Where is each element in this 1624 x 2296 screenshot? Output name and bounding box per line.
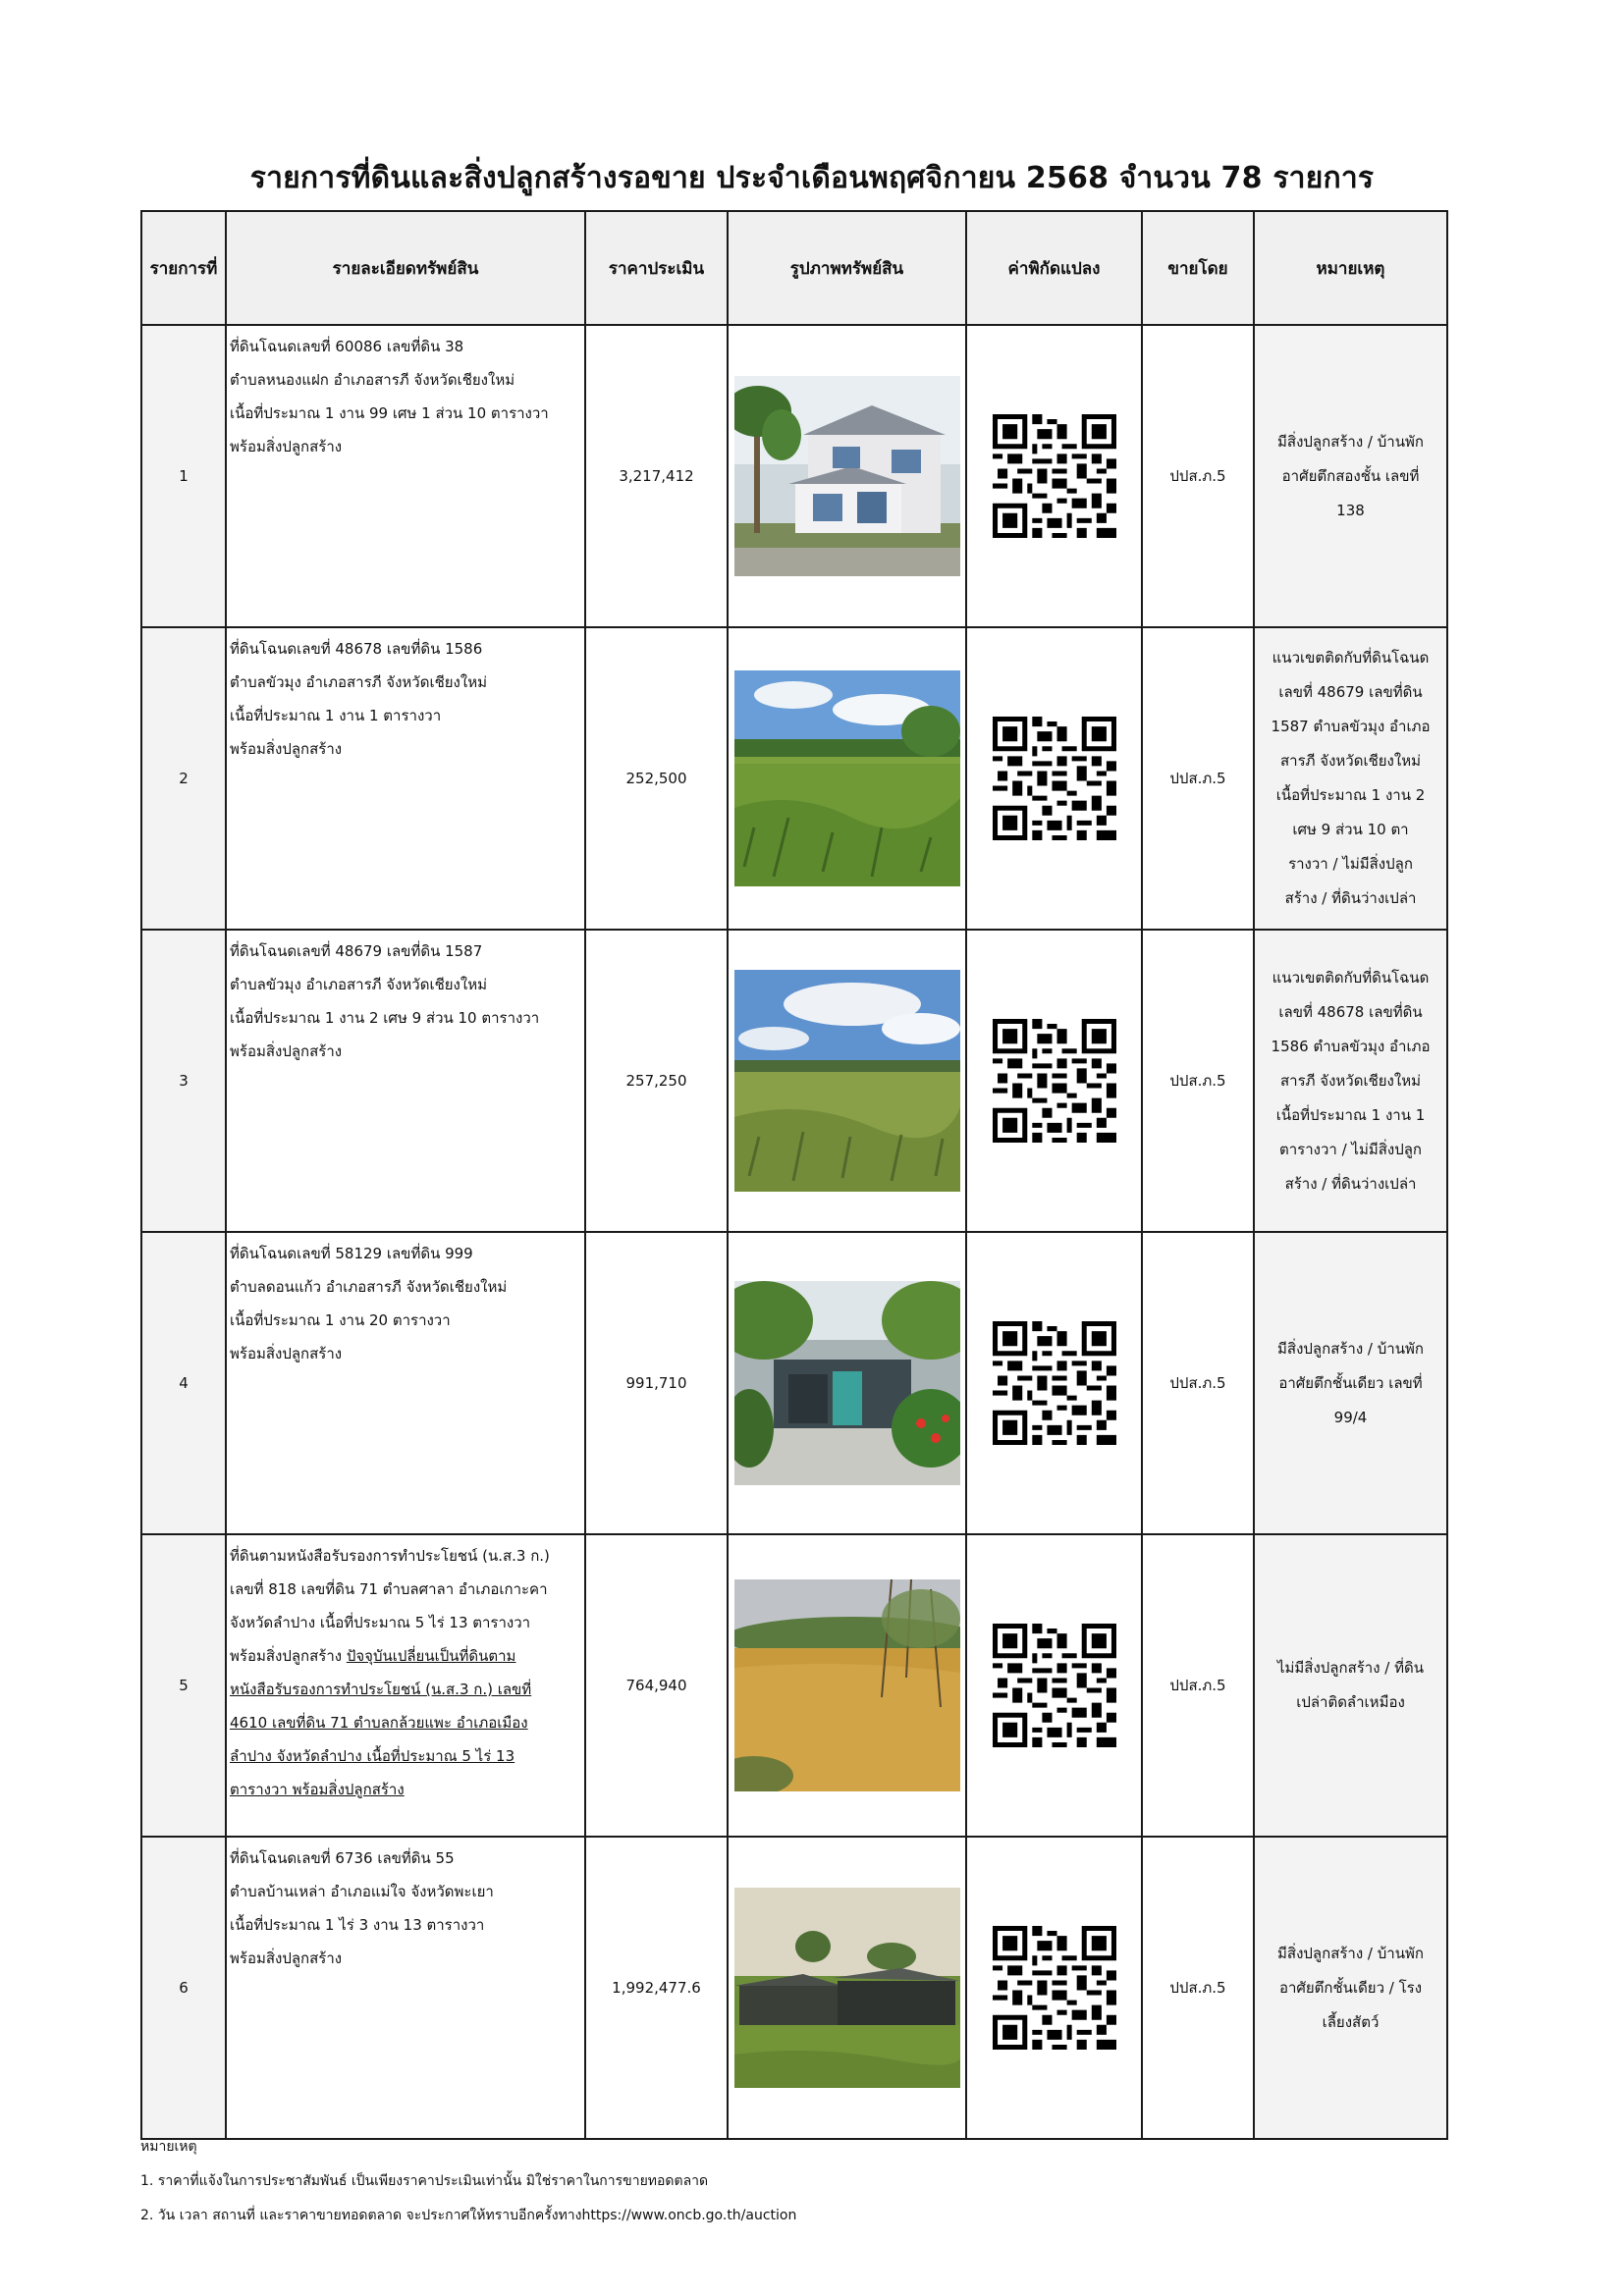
- table-row: [141, 1534, 1447, 1837]
- detail-underlined-line: ตารางวา พร้อมสิ่งปลูกสร้าง: [230, 1781, 405, 1798]
- property-table: [140, 210, 1448, 2140]
- table-row: [141, 325, 1447, 627]
- detail-line: [230, 1639, 582, 1673]
- detail-line: เลขที่ 818 เลขที่ดิน 71 ตำบลศาลา อำเภอเกาะคา: [230, 1580, 548, 1598]
- qr-code-icon[interactable]: [993, 717, 1116, 840]
- detail-plain-text: พร้อมสิ่งปลูกสร้าง: [230, 1647, 347, 1665]
- note-line: สร้าง / ที่ดินว่างเปล่า: [1284, 889, 1417, 907]
- row-price: 991,710: [585, 1232, 728, 1534]
- row-note: [1254, 325, 1447, 627]
- note-line: อาศัยตึกชั้นเดียว / โรง: [1278, 1978, 1423, 1997]
- row-qr[interactable]: [966, 627, 1142, 930]
- note-line: อาศัยตึกชั้นเดียว เลขที่: [1278, 1373, 1423, 1392]
- note-line: สารภี จังหวัดเชียงใหม่: [1280, 752, 1421, 770]
- row-note: [1254, 1534, 1447, 1837]
- note-line: 1587 ตำบลขัวมุง อำเภอ: [1271, 718, 1431, 735]
- row-seller: ปปส.ภ.5: [1142, 930, 1254, 1232]
- note-line: เลขที่ 48678 เลขที่ดิน: [1278, 1002, 1423, 1021]
- row-photo: [728, 930, 966, 1232]
- row-qr[interactable]: [966, 1534, 1142, 1837]
- col-header-photo: รูปภาพทรัพย์สิน: [728, 211, 966, 325]
- col-header-note: หมายเหตุ: [1254, 211, 1447, 325]
- qr-code-icon[interactable]: [993, 1624, 1116, 1747]
- row-detail: [226, 325, 585, 627]
- note-line: ตารางวา / ไม่มีสิ่งปลูก: [1279, 1140, 1422, 1158]
- note-line: เนื้อที่ประมาณ 1 งาน 2: [1275, 786, 1426, 804]
- footnote-item: 1. ราคาที่แจ้งในการประชาสัมพันธ์ เป็นเพียงราคาประเมินเท่านั้น มิใช่ราคาในการขายทอดตลาด: [140, 2173, 709, 2189]
- note-line: มีสิ่งปลูกสร้าง / บ้านพัก: [1277, 432, 1424, 451]
- row-note: [1254, 627, 1447, 930]
- row-note: [1254, 1837, 1447, 2139]
- note-line: มีสิ่งปลูกสร้าง / บ้านพัก: [1277, 1339, 1424, 1358]
- farm-photo: [734, 1888, 960, 2088]
- detail-line: เนื้อที่ประมาณ 1 งาน 20 ตารางวา: [230, 1311, 451, 1329]
- detail-line: พร้อมสิ่งปลูกสร้าง: [230, 1949, 343, 1967]
- col-header-detail: รายละเอียดทรัพย์สิน: [226, 211, 585, 325]
- page-title: รายการที่ดินและสิ่งปลูกสร้างรอขาย ประจำเดือนพฤศจิกายน 2568 จำนวน 78 รายการ: [249, 161, 1375, 195]
- row-number: 6: [141, 1837, 226, 2139]
- detail-line: พร้อมสิ่งปลูกสร้าง: [230, 1345, 343, 1362]
- row-seller: ปปส.ภ.5: [1142, 1534, 1254, 1837]
- note-line: สร้าง / ที่ดินว่างเปล่า: [1284, 1174, 1417, 1193]
- row-detail: [226, 1837, 585, 2139]
- detail-line: พร้อมสิ่งปลูกสร้าง: [230, 1042, 343, 1060]
- pond-photo: [734, 1579, 960, 1791]
- row-price: 1,992,477.6: [585, 1837, 728, 2139]
- note-line: เศษ 9 ส่วน 10 ตา: [1292, 821, 1409, 838]
- qr-code-icon[interactable]: [993, 414, 1116, 538]
- detail-line: พร้อมสิ่งปลูกสร้าง: [230, 740, 343, 758]
- footnote-item: 2. วัน เวลา สถานที่ และราคาขายทอดตลาด จะประกาศให้ทราบอีกครั้งทางhttps://www.oncb.go.th/auction: [140, 2208, 797, 2223]
- row-qr[interactable]: [966, 325, 1142, 627]
- row-note: [1254, 1232, 1447, 1534]
- detail-underlined-text: ปัจจุบันเปลี่ยนเป็นที่ดินตาม: [346, 1647, 516, 1665]
- row-detail: [226, 627, 585, 930]
- row-photo: [728, 1534, 966, 1837]
- qr-code-icon[interactable]: [993, 1019, 1116, 1143]
- detail-line: ตำบลดอนแก้ว อำเภอสารภี จังหวัดเชียงใหม่: [230, 1278, 508, 1296]
- row-number: 1: [141, 325, 226, 627]
- detail-line: ตำบลหนองแฝก อำเภอสารภี จังหวัดเชียงใหม่: [230, 371, 515, 389]
- land-photo: [734, 970, 960, 1192]
- row-seller: ปปส.ภ.5: [1142, 1837, 1254, 2139]
- table-row: [141, 627, 1447, 930]
- row-number: 4: [141, 1232, 226, 1534]
- detail-line: ที่ดินโฉนดเลขที่ 6736 เลขที่ดิน 55: [230, 1849, 455, 1867]
- detail-line: เนื้อที่ประมาณ 1 งาน 1 ตารางวา: [230, 707, 442, 724]
- table-row: [141, 1837, 1447, 2139]
- row-qr[interactable]: [966, 1232, 1142, 1534]
- detail-underlined-line: หนังสือรับรองการทำประโยชน์ (น.ส.3 ก.) เลขที่: [230, 1681, 532, 1698]
- row-qr[interactable]: [966, 1837, 1142, 2139]
- row-seller: ปปส.ภ.5: [1142, 325, 1254, 627]
- note-line: 99/4: [1333, 1408, 1368, 1426]
- detail-line: ตำบลขัวมุง อำเภอสารภี จังหวัดเชียงใหม่: [230, 673, 487, 691]
- note-line: อาศัยตึกสองชั้น เลขที่: [1281, 466, 1420, 485]
- note-line: เลี้ยงสัตว์: [1322, 2012, 1380, 2031]
- row-photo: [728, 1232, 966, 1534]
- detail-line: ที่ดินโฉนดเลขที่ 58129 เลขที่ดิน 999: [230, 1245, 473, 1262]
- land-photo: [734, 670, 960, 886]
- table-row: [141, 930, 1447, 1232]
- note-line: สารภี จังหวัดเชียงใหม่: [1280, 1071, 1421, 1090]
- detail-line: ตำบลขัวมุง อำเภอสารภี จังหวัดเชียงใหม่: [230, 976, 487, 993]
- row-qr[interactable]: [966, 930, 1142, 1232]
- qr-code-icon[interactable]: [993, 1926, 1116, 2050]
- row-seller: ปปส.ภ.5: [1142, 627, 1254, 930]
- row-photo: [728, 1837, 966, 2139]
- row-seller: ปปส.ภ.5: [1142, 1232, 1254, 1534]
- row-photo: [728, 325, 966, 627]
- detail-underlined-line: ลำปาง จังหวัดลำปาง เนื้อที่ประมาณ 5 ไร่ 13: [230, 1747, 515, 1765]
- col-header-seller: ขายโดย: [1142, 211, 1254, 325]
- detail-line: ตำบลบ้านเหล่า อำเภอแม่ใจ จังหวัดพะเยา: [230, 1883, 494, 1900]
- footnote-heading: หมายเหตุ: [140, 2139, 197, 2155]
- row-price: 764,940: [585, 1534, 728, 1837]
- table-row: [141, 1232, 1447, 1534]
- note-line: รางวา / ไม่มีสิ่งปลูก: [1288, 855, 1413, 873]
- detail-line: ที่ดินตามหนังสือรับรองการทำประโยชน์ (น.ส.3 ก.): [230, 1547, 550, 1565]
- detail-line: เนื้อที่ประมาณ 1 งาน 99 เศษ 1 ส่วน 10 ตารางวา: [230, 404, 549, 422]
- detail-line: เนื้อที่ประมาณ 1 งาน 2 เศษ 9 ส่วน 10 ตารางวา: [230, 1009, 540, 1027]
- detail-line: พร้อมสิ่งปลูกสร้าง: [230, 438, 343, 455]
- detail-line: ที่ดินโฉนดเลขที่ 48678 เลขที่ดิน 1586: [230, 640, 483, 658]
- note-line: มีสิ่งปลูกสร้าง / บ้านพัก: [1277, 1944, 1424, 1962]
- row-note: [1254, 930, 1447, 1232]
- footnotes: [140, 2130, 796, 2233]
- note-line: 138: [1336, 501, 1365, 519]
- note-line: เนื้อที่ประมาณ 1 งาน 1: [1275, 1105, 1426, 1124]
- row-number: 3: [141, 930, 226, 1232]
- note-line: แนวเขตติดกับที่ดินโฉนด: [1272, 649, 1430, 667]
- note-line: เลขที่ 48679 เลขที่ดิน: [1278, 683, 1423, 701]
- row-detail: [226, 930, 585, 1232]
- col-header-price: ราคาประเมิน: [585, 211, 728, 325]
- house-photo: [734, 376, 960, 576]
- qr-code-icon[interactable]: [993, 1321, 1116, 1445]
- note-line: เปล่าติดลำเหมือง: [1296, 1693, 1405, 1711]
- col-header-coordinates: ค่าพิกัดแปลง: [966, 211, 1142, 325]
- col-header-number: รายการที่: [141, 211, 226, 325]
- header-row: [141, 211, 1447, 325]
- row-number: 5: [141, 1534, 226, 1837]
- note-line: แนวเขตติดกับที่ดินโฉนด: [1272, 968, 1430, 987]
- detail-line: จังหวัดลำปาง เนื้อที่ประมาณ 5 ไร่ 13 ตารางวา: [230, 1614, 531, 1631]
- row-price: 252,500: [585, 627, 728, 930]
- detail-line: ที่ดินโฉนดเลขที่ 60086 เลขที่ดิน 38: [230, 338, 464, 355]
- note-line: 1586 ตำบลขัวมุง อำเภอ: [1271, 1037, 1431, 1055]
- row-detail: [226, 1534, 585, 1837]
- detail-line: ที่ดินโฉนดเลขที่ 48679 เลขที่ดิน 1587: [230, 942, 483, 960]
- note-line: ไม่มีสิ่งปลูกสร้าง / ที่ดิน: [1276, 1659, 1425, 1677]
- row-detail: [226, 1232, 585, 1534]
- detail-underlined-line: 4610 เลขที่ดิน 71 ตำบลกล้วยแพะ อำเภอเมือง: [230, 1714, 528, 1732]
- row-price: 257,250: [585, 930, 728, 1232]
- row-number: 2: [141, 627, 226, 930]
- row-price: 3,217,412: [585, 325, 728, 627]
- row-photo: [728, 627, 966, 930]
- detail-line: เนื้อที่ประมาณ 1 ไร่ 3 งาน 13 ตารางวา: [230, 1916, 485, 1934]
- house-photo: [734, 1281, 960, 1485]
